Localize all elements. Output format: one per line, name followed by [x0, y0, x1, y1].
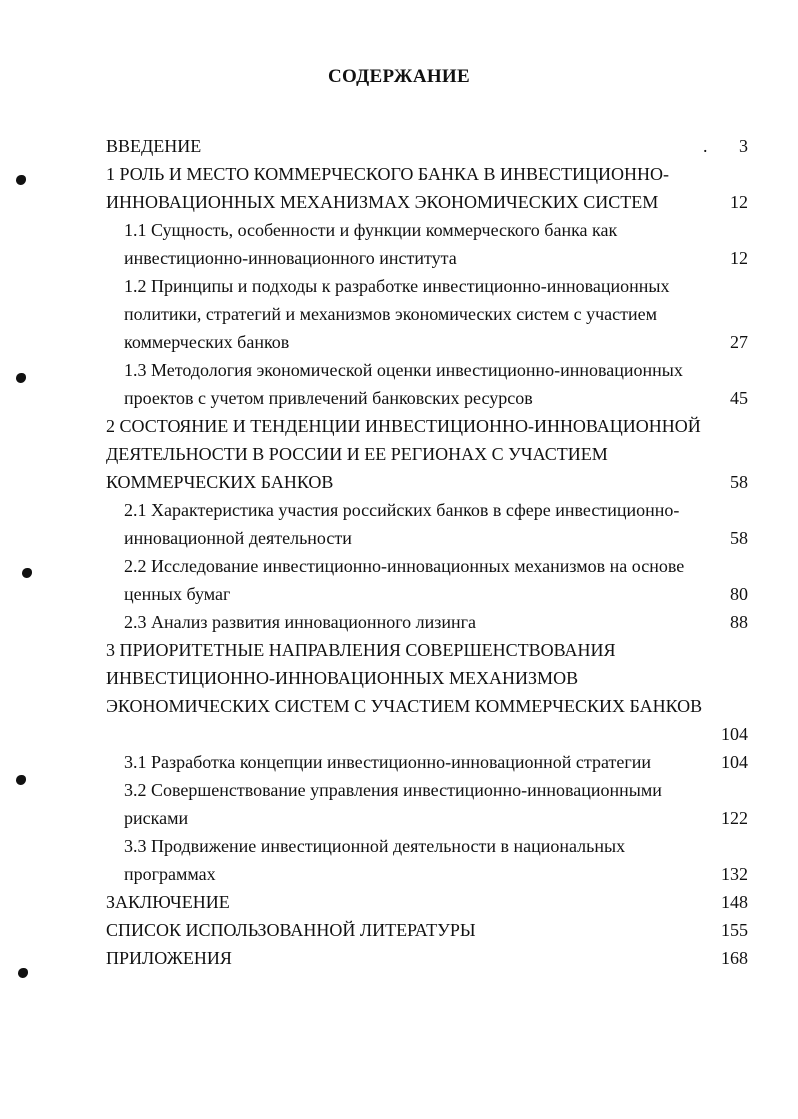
toc-page-number: 3: [739, 136, 748, 156]
toc-page-number: 148: [721, 892, 748, 912]
toc-line-section-3-3: 3.3 Продвижение инвестиционной деятельности в национальных: [124, 836, 626, 856]
toc-line-section-2-2-cont: ценных бумаг: [124, 584, 231, 604]
toc-line-conclusion: ЗАКЛЮЧЕНИЕ: [106, 892, 230, 912]
toc-page-number: 88: [730, 612, 748, 632]
toc-line-section-1-2-cont: политики, стратегий и механизмов экономических систем с участием: [124, 304, 658, 324]
toc-line-section-2-1-cont: инновационной деятельности: [124, 528, 352, 548]
toc-page-number: 58: [730, 528, 748, 548]
toc-line-chapter-3-cont: ИНВЕСТИЦИОННО-ИННОВАЦИОННЫХ МЕХАНИЗМОВ: [106, 668, 579, 688]
toc-line-section-3-2-cont: рисками: [124, 808, 189, 828]
toc-line-chapter-2-cont: ДЕЯТЕЛЬНОСТИ В РОССИИ И ЕЕ РЕГИОНАХ С УЧАСТИЕМ: [106, 444, 608, 464]
binding-hole-mark: [16, 373, 26, 383]
toc-page-number: 12: [730, 192, 748, 212]
toc-line-section-1-2: 1.2 Принципы и подходы к разработке инвестиционно-инновационных: [124, 276, 670, 296]
toc-line-introduction: ВВЕДЕНИЕ: [106, 136, 202, 156]
toc-page-number: 45: [730, 388, 748, 408]
toc-line-chapter-3-cont: ЭКОНОМИЧЕСКИХ СИСТЕМ С УЧАСТИЕМ КОММЕРЧЕСКИХ БАНКОВ: [106, 696, 703, 716]
toc-line-references: СПИСОК ИСПОЛЬЗОВАННОЙ ЛИТЕРАТУРЫ: [106, 920, 476, 940]
toc-line-section-2-1: 2.1 Характеристика участия российских банков в сфере инвестиционно-: [124, 500, 680, 520]
binding-hole-mark: [16, 175, 26, 185]
toc-line-section-1-3: 1.3 Методология экономической оценки инвестиционно-инновационных: [124, 360, 683, 380]
toc-line-chapter-1: 1 РОЛЬ И МЕСТО КОММЕРЧЕСКОГО БАНКА В ИНВЕСТИЦИОННО-: [106, 164, 670, 184]
toc-line-chapter-2-cont: КОММЕРЧЕСКИХ БАНКОВ: [106, 472, 334, 492]
toc-line-section-1-1-cont: инвестиционно-инновационного института: [124, 248, 457, 268]
toc-line-chapter-2: 2 СОСТОЯНИЕ И ТЕНДЕНЦИИ ИНВЕСТИЦИОННО-ИННОВАЦИОННОЙ: [106, 416, 701, 436]
toc-page-number: 122: [721, 808, 748, 828]
stray-dot: .: [703, 136, 708, 156]
toc-page-number: 80: [730, 584, 748, 604]
toc-line-chapter-1-cont: ИННОВАЦИОННЫХ МЕХАНИЗМАХ ЭКОНОМИЧЕСКИХ СИСТЕМ: [106, 192, 659, 212]
toc-page-number: 155: [721, 920, 748, 940]
toc-line-section-2-3: 2.3 Анализ развития инновационного лизинга: [124, 612, 476, 632]
page-title: СОДЕРЖАНИЕ: [328, 66, 470, 87]
toc-line-section-3-1: 3.1 Разработка концепции инвестиционно-инновационной стратегии: [124, 752, 651, 772]
toc-line-chapter-3: 3 ПРИОРИТЕТНЫЕ НАПРАВЛЕНИЯ СОВЕРШЕНСТВОВАНИЯ: [106, 640, 616, 660]
toc-line-appendices: ПРИЛОЖЕНИЯ: [106, 948, 232, 968]
toc-page-number: 168: [721, 948, 748, 968]
toc-page-number: 27: [730, 332, 748, 352]
binding-hole-mark: [16, 775, 26, 785]
toc-page-number: 104: [721, 724, 748, 744]
toc-page-number: 12: [730, 248, 748, 268]
toc-page-number: 132: [721, 864, 748, 884]
toc-line-section-3-3-cont: программах: [124, 864, 216, 884]
binding-hole-mark: [22, 568, 32, 578]
toc-page-number: 104: [721, 752, 748, 772]
toc-line-section-1-3-cont: проектов с учетом привлечений банковских ресурсов: [124, 388, 533, 408]
toc-line-section-1-1: 1.1 Сущность, особенности и функции коммерческого банка как: [124, 220, 618, 240]
toc-line-section-3-2: 3.2 Совершенствование управления инвестиционно-инновационными: [124, 780, 662, 800]
binding-hole-mark: [18, 968, 28, 978]
toc-line-section-1-2-cont: коммерческих банков: [124, 332, 290, 352]
toc-line-section-2-2: 2.2 Исследование инвестиционно-инновационных механизмов на основе: [124, 556, 685, 576]
toc-page-number: 58: [730, 472, 748, 492]
